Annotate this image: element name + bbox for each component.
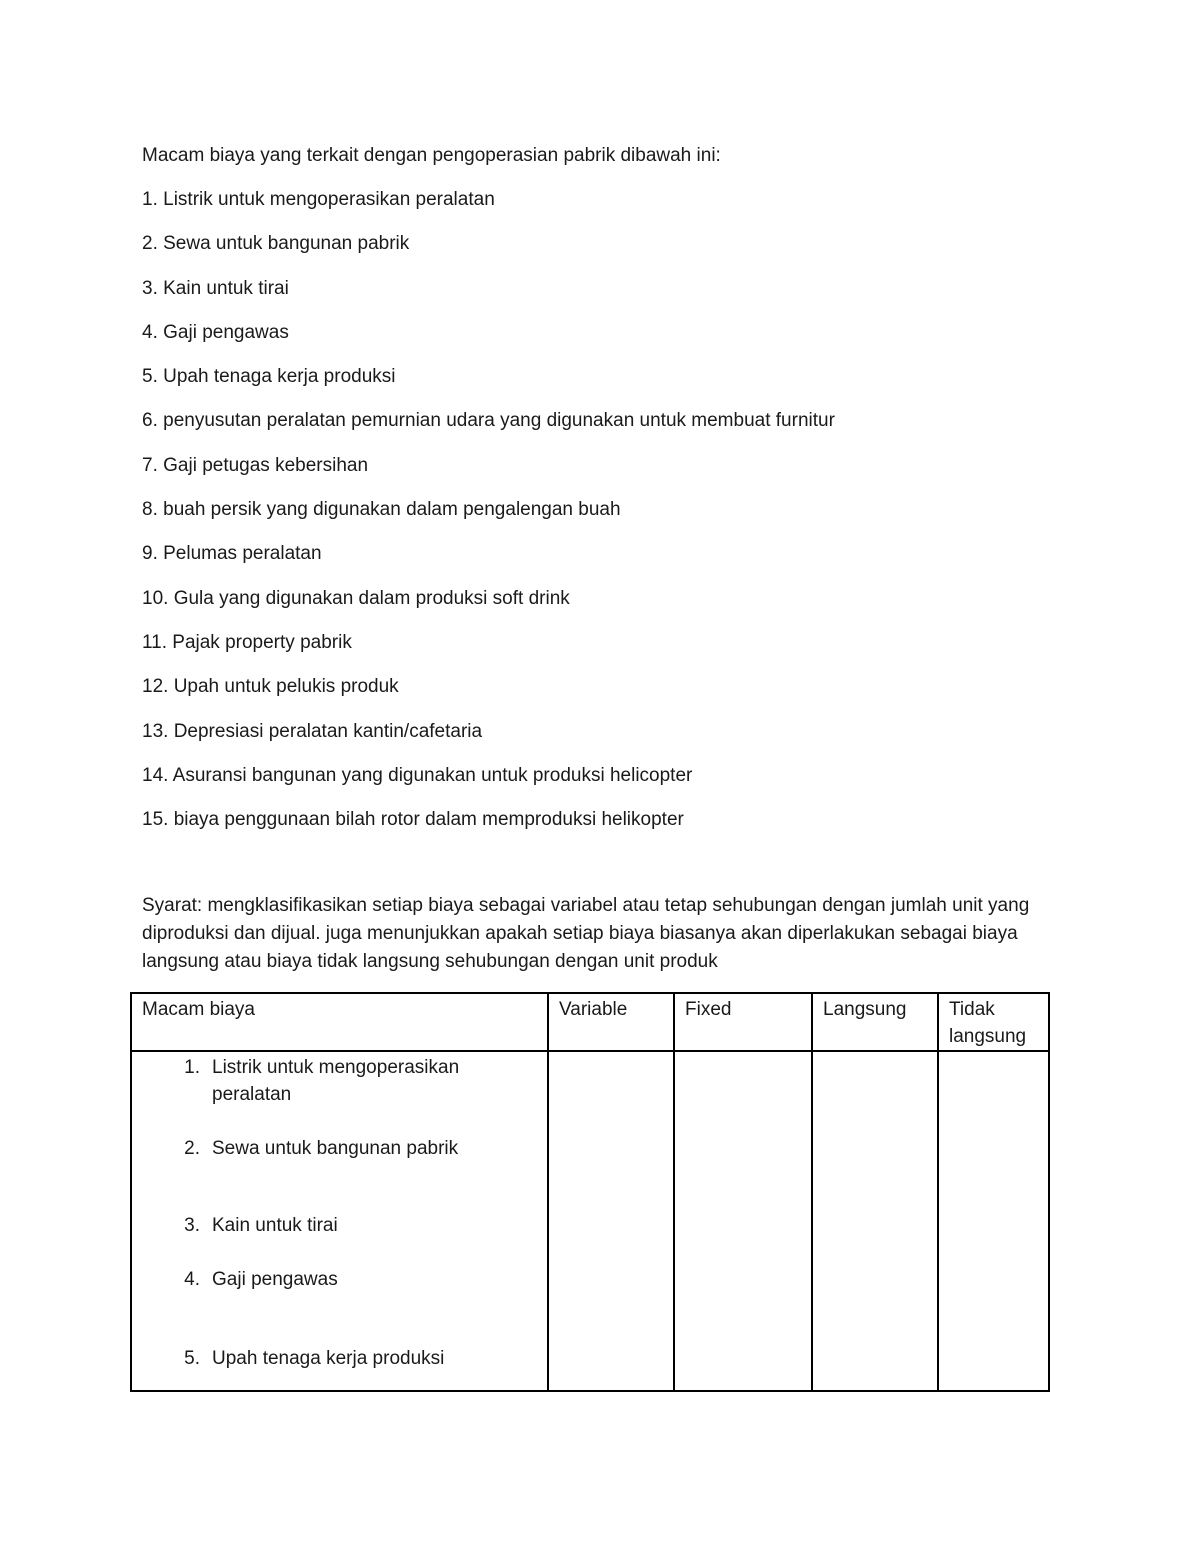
list-item: 14. Asuransi bangunan yang digunakan untuk produksi helicopter [142, 764, 693, 786]
list-item: 12. Upah untuk pelukis produk [142, 676, 399, 698]
list-item: 3. Kain untuk tirai [142, 277, 289, 299]
list-item: 4. Gaji pengawas [142, 321, 289, 343]
list-item: 9. Pelumas peralatan [142, 543, 322, 565]
table-header-row [131, 993, 1049, 1051]
intro-text: Macam biaya yang terkait dengan pengoperasian pabrik dibawah ini: [142, 145, 721, 166]
table-list-item [142, 1345, 537, 1372]
list-item: 8. buah persik yang digunakan dalam pengalengan buah [142, 499, 621, 521]
table-cost-list [142, 1054, 537, 1372]
list-item: 13. Depresiasi peralatan kantin/cafetaria [142, 720, 483, 742]
header-macam-biaya: Macam biaya [131, 993, 548, 1051]
item-text: Listrik untuk mengoperasikan peralatan [212, 1057, 460, 1105]
header-langsung: Langsung [812, 993, 938, 1051]
item-text: Kain untuk tirai [212, 1215, 338, 1236]
list-item: 6. penyusutan peralatan pemurnian udara yang digunakan untuk membuat furnitur [142, 410, 835, 432]
cell-macam-biaya [131, 1051, 548, 1391]
list-item: 7. Gaji petugas kebersihan [142, 454, 369, 476]
table-row [131, 1051, 1049, 1391]
header-fixed: Fixed [674, 993, 812, 1051]
cell-tidak-langsung[interactable] [938, 1051, 1049, 1391]
list-item: 2. Sewa untuk bangunan pabrik [142, 233, 410, 255]
cell-langsung[interactable] [812, 1051, 938, 1391]
item-number: 2. [184, 1138, 200, 1159]
syarat-text: Syarat: mengklasifikasikan setiap biaya sebagai variabel atau tetap sehubungan dengan jumlah unit yang diproduksi dan dijual. juga menunjukkan apakah setiap biaya biasanya akan diperlakukan sebagai biaya langsung atau biaya tidak langsung sehubungan dengan unit produk [142, 895, 1030, 972]
classification-table [130, 992, 1050, 1392]
item-text: Sewa untuk bangunan pabrik [212, 1138, 459, 1159]
list-item: 10. Gula yang digunakan dalam produksi soft drink [142, 587, 570, 609]
list-item: 5. Upah tenaga kerja produksi [142, 366, 396, 388]
item-number: 5. [184, 1348, 200, 1369]
item-number: 3. [184, 1215, 200, 1236]
table-list-item [142, 1135, 537, 1162]
item-text: Gaji pengawas [212, 1269, 338, 1290]
item-number: 4. [184, 1269, 200, 1290]
cell-variable[interactable] [548, 1051, 674, 1391]
table-list-item [142, 1212, 537, 1239]
header-tidak-langsung: Tidak langsung [938, 993, 1049, 1051]
list-item: 15. biaya penggunaan bilah rotor dalam memproduksi helikopter [142, 809, 684, 831]
table-list-item [142, 1054, 537, 1108]
list-item: 11. Pajak property pabrik [142, 631, 352, 653]
cost-list [142, 186, 1062, 850]
document-body [142, 142, 1062, 850]
header-variable: Variable [548, 993, 674, 1051]
item-text: Upah tenaga kerja produksi [212, 1348, 445, 1369]
cell-fixed[interactable] [674, 1051, 812, 1391]
list-item: 1. Listrik untuk mengoperasikan peralatan [142, 189, 495, 210]
table-list-item [142, 1266, 537, 1293]
item-number: 1. [184, 1057, 200, 1078]
